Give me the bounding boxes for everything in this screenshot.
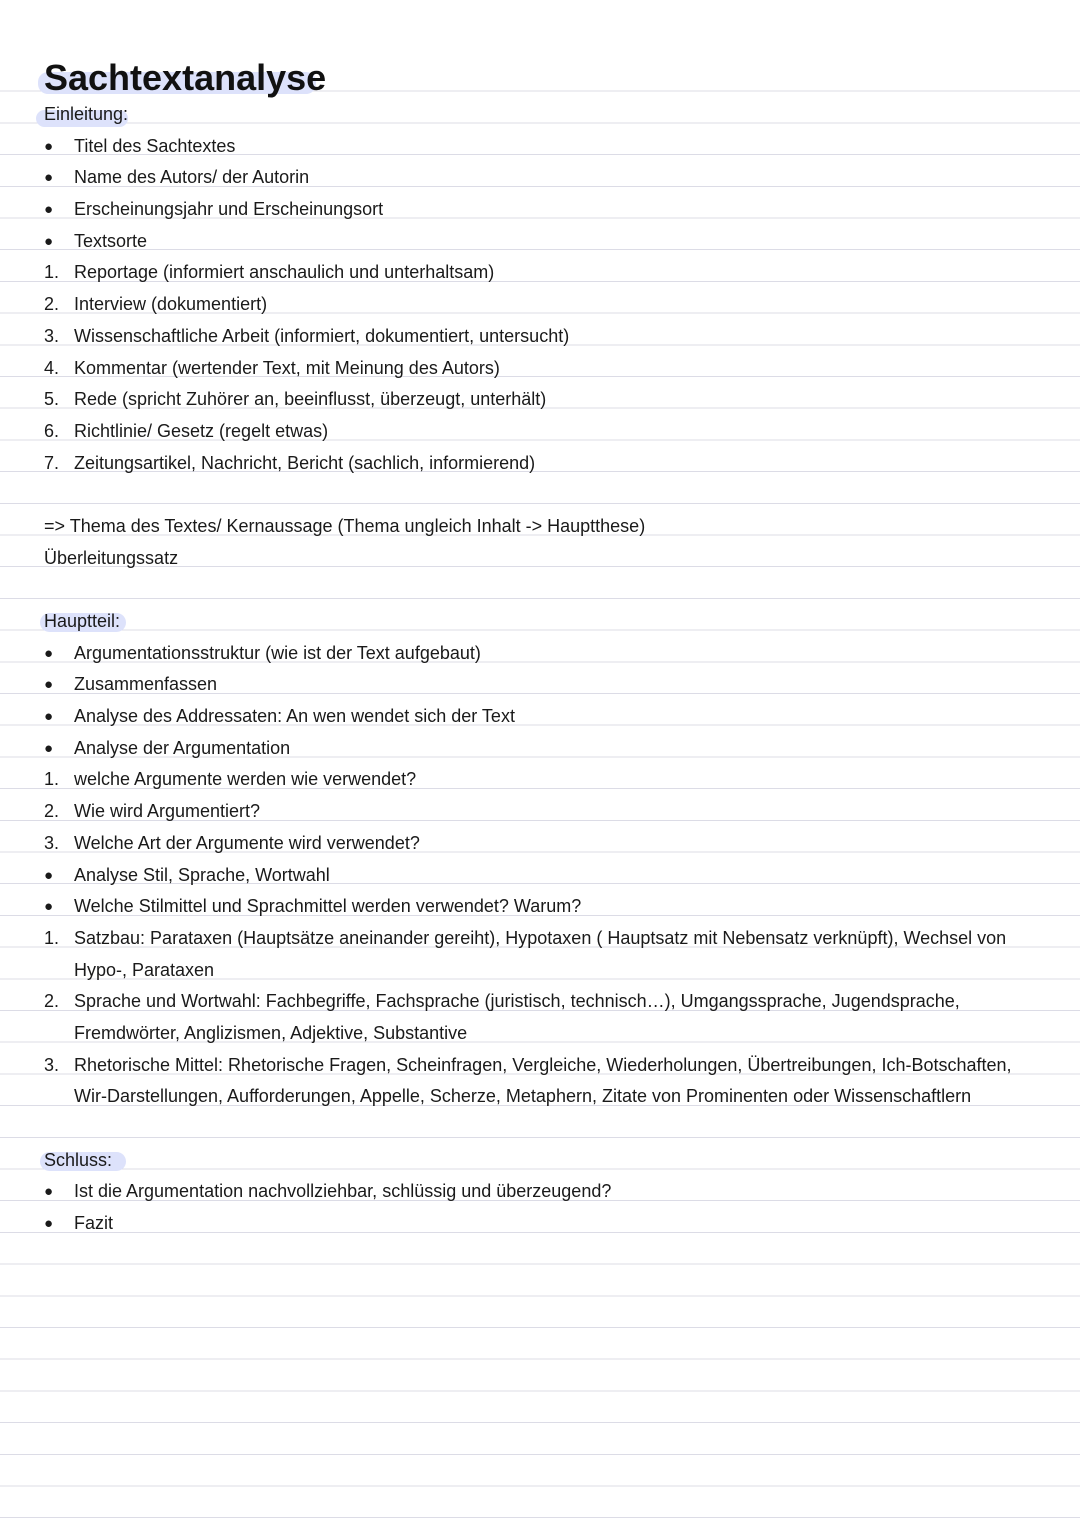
- list-item: 4. Kommentar (wertender Text, mit Meinung des Autors): [44, 353, 1044, 385]
- list-item: ● Erscheinungsjahr und Erscheinungsort: [44, 194, 1044, 226]
- number-marker: 3.: [44, 1054, 60, 1075]
- list-item: ● Analyse Stil, Sprache, Wortwahl: [44, 860, 1044, 892]
- bullet-marker: ●: [44, 866, 54, 884]
- bullet-marker: ●: [44, 1183, 54, 1201]
- list-item: 3. Welche Art der Argumente wird verwendet?: [44, 828, 1044, 860]
- list-item: ● Zusammenfassen: [44, 669, 1044, 701]
- list-item: 1. welche Argumente werden wie verwendet?: [44, 764, 1044, 796]
- number-marker: 6.: [44, 420, 60, 441]
- bullet-marker: ●: [44, 644, 54, 662]
- einleitung-heading: Einleitung:: [44, 104, 129, 124]
- blank-line: [44, 1113, 1044, 1145]
- hauptteil-heading: Hauptteil:: [44, 611, 121, 631]
- list-item: 1. Reportage (informiert anschaulich und unterhaltsam): [44, 257, 1044, 289]
- schluss-heading: Schluss:: [44, 1149, 113, 1170]
- list-item: ● Titel des Sachtextes: [44, 131, 1044, 163]
- list-item: ● Name des Autors/ der Autorin: [44, 162, 1044, 194]
- thema-line: => Thema des Textes/ Kernaussage (Thema ungleich Inhalt -> Hauptthese): [44, 515, 646, 536]
- number-marker: 1.: [44, 769, 60, 790]
- number-marker: 5.: [44, 389, 60, 410]
- list-item: ● Welche Stilmittel und Sprachmittel werden verwendet? Warum?: [44, 891, 1044, 923]
- section-einleitung-heading: [44, 99, 1044, 131]
- number-marker: 2.: [44, 801, 60, 822]
- number-marker: 2.: [44, 991, 60, 1012]
- number-marker: 3.: [44, 832, 60, 853]
- list-item: 2. Interview (dokumentiert): [44, 289, 1044, 321]
- section-hauptteil-heading: [44, 606, 1044, 638]
- list-item: 2. Wie wird Argumentiert?: [44, 796, 1044, 828]
- notes-content: [44, 99, 1044, 1240]
- bullet-marker: ●: [44, 676, 54, 694]
- list-item: 7. Zeitungsartikel, Nachricht, Bericht (sachlich, informierend): [44, 448, 1044, 480]
- number-marker: 7.: [44, 452, 60, 473]
- list-item: 6. Richtlinie/ Gesetz (regelt etwas): [44, 416, 1044, 448]
- list-item: ● Argumentationsstruktur (wie ist der Text aufgebaut): [44, 638, 1044, 670]
- bullet-marker: ●: [44, 708, 54, 726]
- ueberleitung-line: Überleitungssatz: [44, 547, 179, 568]
- number-marker: 2.: [44, 294, 60, 315]
- bullet-marker: ●: [44, 1215, 54, 1233]
- list-item: 1. Satzbau: Parataxen (Hauptsätze aneinander gereiht), Hypotaxen ( Hauptsatz mit Nebensatz verknüpft), Wechsel von Hypo-, Parataxen: [44, 923, 1044, 986]
- blank-line: [44, 479, 1044, 511]
- section-schluss-heading: [44, 1145, 1044, 1177]
- list-item: ● Analyse der Argumentation: [44, 733, 1044, 765]
- list-item: ● Textsorte: [44, 226, 1044, 258]
- number-marker: 1.: [44, 927, 60, 948]
- number-marker: 3.: [44, 325, 60, 346]
- number-marker: 4.: [44, 357, 60, 378]
- bullet-marker: ●: [44, 137, 54, 155]
- bullet-marker: ●: [44, 201, 54, 219]
- list-item: ● Analyse des Addressaten: An wen wendet sich der Text: [44, 701, 1044, 733]
- title-block: [44, 56, 326, 100]
- blank-line: [44, 574, 1044, 606]
- bullet-marker: ●: [44, 898, 54, 916]
- list-item: ● Ist die Argumentation nachvollziehbar, schlüssig und überzeugend?: [44, 1176, 1044, 1208]
- list-item: 3. Wissenschaftliche Arbeit (informiert, dokumentiert, untersucht): [44, 321, 1044, 353]
- page-title: Sachtextanalyse: [44, 57, 327, 98]
- bullet-marker: ●: [44, 232, 54, 250]
- list-item: 5. Rede (spricht Zuhörer an, beeinflusst, überzeugt, unterhält): [44, 384, 1044, 416]
- list-item: ● Fazit: [44, 1208, 1044, 1240]
- bullet-marker: ●: [44, 739, 54, 757]
- list-item: 2. Sprache und Wortwahl: Fachbegriffe, Fachsprache (juristisch, technisch…), Umgangssprache, Jugendsprache, Fremdwörter, Anglizismen, Adjektive, Substantive: [44, 986, 1044, 1049]
- number-marker: 1.: [44, 262, 60, 283]
- bullet-marker: ●: [44, 169, 54, 187]
- list-item: 3. Rhetorische Mittel: Rhetorische Fragen, Scheinfragen, Vergleiche, Wiederholungen, Übertreibungen, Ich-Botschaften, Wir-Darstellungen, Aufforderungen, Appelle, Scherze, Metaphern, Zitate von Prominenten oder Wissenschaftlern: [44, 1050, 1044, 1113]
